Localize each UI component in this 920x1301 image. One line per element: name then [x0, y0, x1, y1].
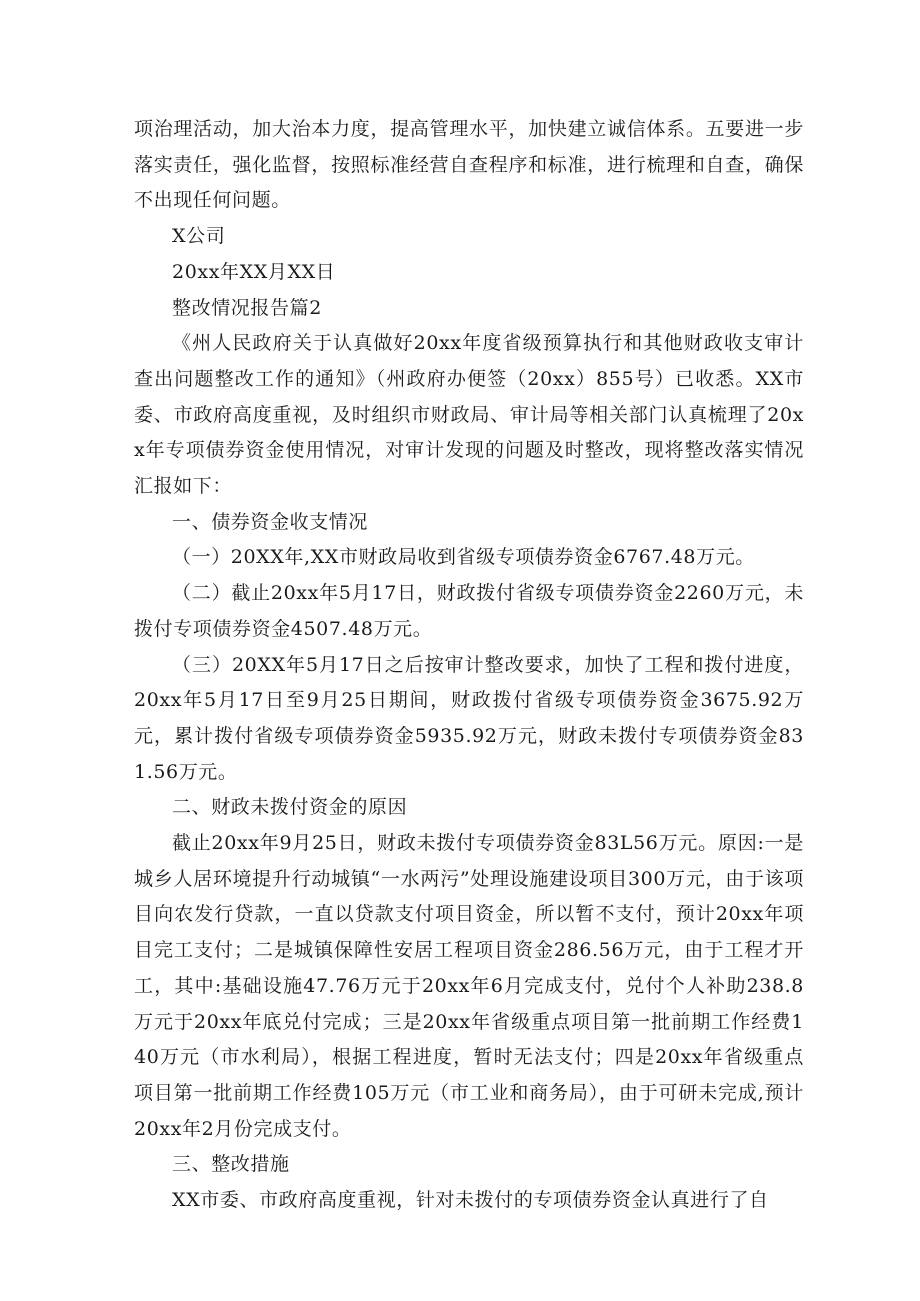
section-title: 整改情况报告篇2 — [172, 296, 322, 319]
paragraph-continuation: 项治理活动，加大治本力度，提高管理水平，加快建立诚信体系。五要进一步落实责任，强化监督，按照标准经营自查程序和标准，进行梳理和自查，确保不出现任何问题。 — [134, 118, 804, 212]
heading-3: 三、整改措施 — [172, 1153, 290, 1176]
paragraph-measures: XX市委、市政府高度重视，针对未拨付的专项债券资金认真进行了自 — [172, 1189, 769, 1212]
paragraph-item-2: （二）截止20xx年5月17日，财政拨付省级专项债券资金2260万元，未拨付专项债券资金4507.48万元。 — [134, 582, 804, 640]
heading-2: 二、财政未拨付资金的原因 — [172, 796, 408, 819]
document-body — [134, 112, 804, 1219]
paragraph-reasons: 截止20xx年9月25日，财政未拨付专项债券资金83L56万元。原因:一是城乡人居环境提升行动城镇“一水两污”处理设施建设项目300万元，由于该项目向农发行贷款，一直以贷款支付项目资金，所以暂不支付，预计20xx年项目完工支付；二是城镇保障性安居工程项目资金286.56万元，由于工程才开工，其中:基础设施47.76万元于20xx年6月完成支付，兑付个人补助238.8万元于20xx年底兑付完成；三是20xx年省级重点项目第一批前期工作经费140万元（市水利局），根据工程进度，暂时无法支付；四是20xx年省级重点项目第一批前期工作经费105万元（市工业和商务局），由于可研未完成,预计20xx年2月份完成支付。 — [134, 832, 804, 1140]
heading-1: 一、债券资金收支情况 — [172, 510, 369, 533]
paragraph-item-1: （一）20XX年,XX市财政局收到省级专项债券资金6767.48万元。 — [172, 546, 755, 569]
signature-date: 20xx年XX月XX日 — [172, 260, 336, 283]
paragraph-intro: 《州人民政府关于认真做好20xx年度省级预算执行和其他财政收支审计查出问题整改工作的通知》（州政府办便签（20xx）855号）已收悉。XX市委、市政府高度重视，及时组织市财政局、审计局等相关部门认真梳理了20xx年专项债券资金使用情况，对审计发现的问题及时整改，现将整改落实情况汇报如下： — [134, 332, 804, 498]
signature-company: X公司 — [172, 225, 226, 248]
paragraph-item-3: （三）20XX年5月17日之后按审计整改要求，加快了工程和拨付进度，20xx年5月17日至9月25日期间，财政拨付省级专项债券资金3675.92万元，累计拨付省级专项债券资金5935.92万元，财政未拨付专项债券资金831.56万元。 — [134, 653, 804, 783]
